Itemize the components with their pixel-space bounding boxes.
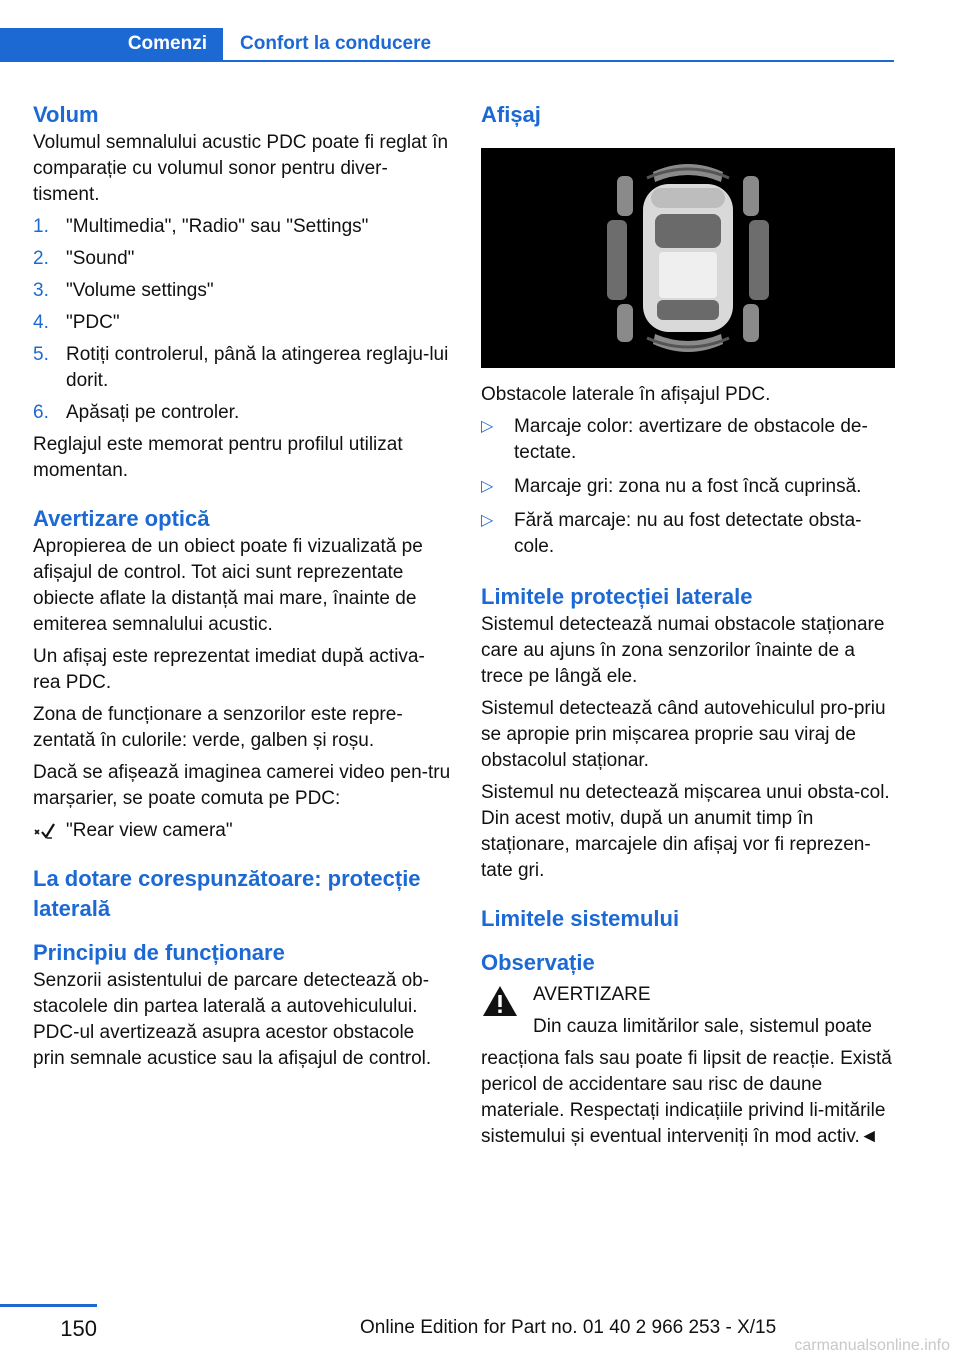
- rear-camera-icon: [33, 820, 57, 842]
- step-text: "Sound": [66, 248, 135, 269]
- paragraph: Zona de funcționare a senzorilor este repre-zentată în culorile: verde, galben și roșu.: [33, 704, 403, 751]
- bullet-list: [481, 414, 895, 560]
- section-title-afisaj: Afișaj: [481, 102, 541, 127]
- edition-text: Online Edition for Part no. 01 40 2 966 253 - X/15: [360, 1317, 777, 1338]
- step-number: 6.: [33, 402, 49, 423]
- list-item: [481, 474, 895, 500]
- tab-comenzi[interactable]: Comenzi: [0, 28, 223, 60]
- header-tabs: [0, 28, 894, 62]
- step-text: "Multimedia", "Radio" sau "Settings": [66, 216, 369, 237]
- step-text: "PDC": [66, 312, 120, 333]
- step-number: 5.: [33, 344, 49, 365]
- camera-instruction: [33, 818, 451, 844]
- warning-text: reacționa fals sau poate fi lipsit de reacție. Există pericol de accidentare sau risc de daune materiale. Respectați indicațiile privind li-mitările sistemului și eventual interveniți în mod activ.◄: [481, 1048, 892, 1147]
- section-title-observatie: Observație: [481, 950, 595, 975]
- list-item: [33, 278, 451, 304]
- paragraph: Un afișaj este reprezentat imediat după activa-rea PDC.: [33, 646, 425, 693]
- pdc-display-figure: [481, 148, 895, 368]
- section-title-limitele-protectiei: Limitele protecției laterale: [481, 584, 753, 609]
- list-item: [33, 310, 451, 336]
- list-item: [481, 508, 895, 560]
- warning-box: [481, 982, 895, 1150]
- warning-text-first: Din cauza limitărilor sale, sistemul poate: [533, 1016, 872, 1037]
- paragraph: Senzorii asistentului de parcare detectează ob-stacolele din partea laterală a autovehiculului. PDC-ul avertizează asupra acestor obstacole prin semnale acustice sau la afișajul de control.: [33, 970, 432, 1069]
- figure-caption: Obstacole laterale în afișajul PDC.: [481, 384, 771, 405]
- header-divider: [0, 60, 894, 62]
- list-item: [481, 414, 895, 466]
- page-number: 150: [60, 1316, 97, 1341]
- step-number: 2.: [33, 248, 49, 269]
- section-title-volum: Volum: [33, 102, 99, 127]
- paragraph: Apropierea de un obiect poate fi vizualizată pe afișajul de control. Tot aici sunt reprezentate obiecte aflate la distanță mai mare, înainte de emiterea semnalului acustic.: [33, 536, 423, 635]
- list-item: [33, 214, 451, 240]
- list-item: [33, 400, 451, 426]
- list-item: [33, 246, 451, 272]
- step-number: 4.: [33, 312, 49, 333]
- bullet-text: Marcaje color: avertizare de obstacole de-tectate.: [514, 416, 868, 463]
- step-number: 3.: [33, 280, 49, 301]
- section-title-avertizare-optica: Avertizare optică: [33, 506, 210, 531]
- list-item: [33, 342, 451, 394]
- camera-label: "Rear view camera": [66, 820, 233, 841]
- paragraph: Sistemul detectează numai obstacole staționare care au ajuns în zona senzorilor înainte de a trece pe lângă ele.: [481, 614, 885, 687]
- section-title-limitele-sistemului: Limitele sistemului: [481, 906, 680, 931]
- watermark: carmanualsonline.info: [794, 1337, 950, 1354]
- step-number: 1.: [33, 216, 49, 237]
- triangle-bullet-icon: ▷: [481, 512, 494, 529]
- paragraph: Sistemul nu detectează mișcarea unui obsta-col. Din acest motiv, după un anumit timp în staționare, marcajele din afișaj vor fi reprezen-tate gri.: [481, 782, 890, 881]
- triangle-bullet-icon: ▷: [481, 478, 494, 495]
- tab-confort-la-conducere[interactable]: Confort la conducere: [240, 33, 432, 54]
- section-title-principiu: Principiu de funcționare: [33, 940, 285, 965]
- warning-label: AVERTIZARE: [533, 984, 651, 1005]
- bullet-text: Marcaje gri: zona nu a fost încă cuprinsă.: [514, 476, 862, 497]
- paragraph: Sistemul detectează când autovehiculul pro-priu se apropie prin mișcarea proprie sau viraj de obstacolul staționar.: [481, 698, 886, 771]
- step-text: Rotiți controlerul, până la atingerea reglaju-lui dorit.: [66, 344, 449, 391]
- left-column: [33, 100, 451, 1078]
- triangle-bullet-icon: ▷: [481, 418, 494, 435]
- step-text: "Volume settings": [66, 280, 214, 301]
- pdc-car-illustration: [481, 148, 895, 368]
- step-text: Apăsați pe controler.: [66, 402, 240, 423]
- steps-list: [33, 214, 451, 426]
- right-column: [481, 100, 895, 1156]
- bullet-text: Fără marcaje: nu au fost detectate obsta-cole.: [514, 510, 862, 557]
- paragraph: Reglajul este memorat pentru profilul utilizat momentan.: [33, 434, 403, 481]
- paragraph: Volumul semnalului acustic PDC poate fi reglat în comparație cu volumul sonor pentru diver-tisment.: [33, 132, 449, 205]
- paragraph: Dacă se afișează imaginea camerei video pen-tru marșarier, se poate comuta pe PDC:: [33, 762, 451, 809]
- footer-divider: [0, 1304, 97, 1307]
- warning-triangle-icon: [481, 984, 519, 1018]
- section-title-dotare: La dotare corespunzătoare: protecție laterală: [33, 866, 421, 921]
